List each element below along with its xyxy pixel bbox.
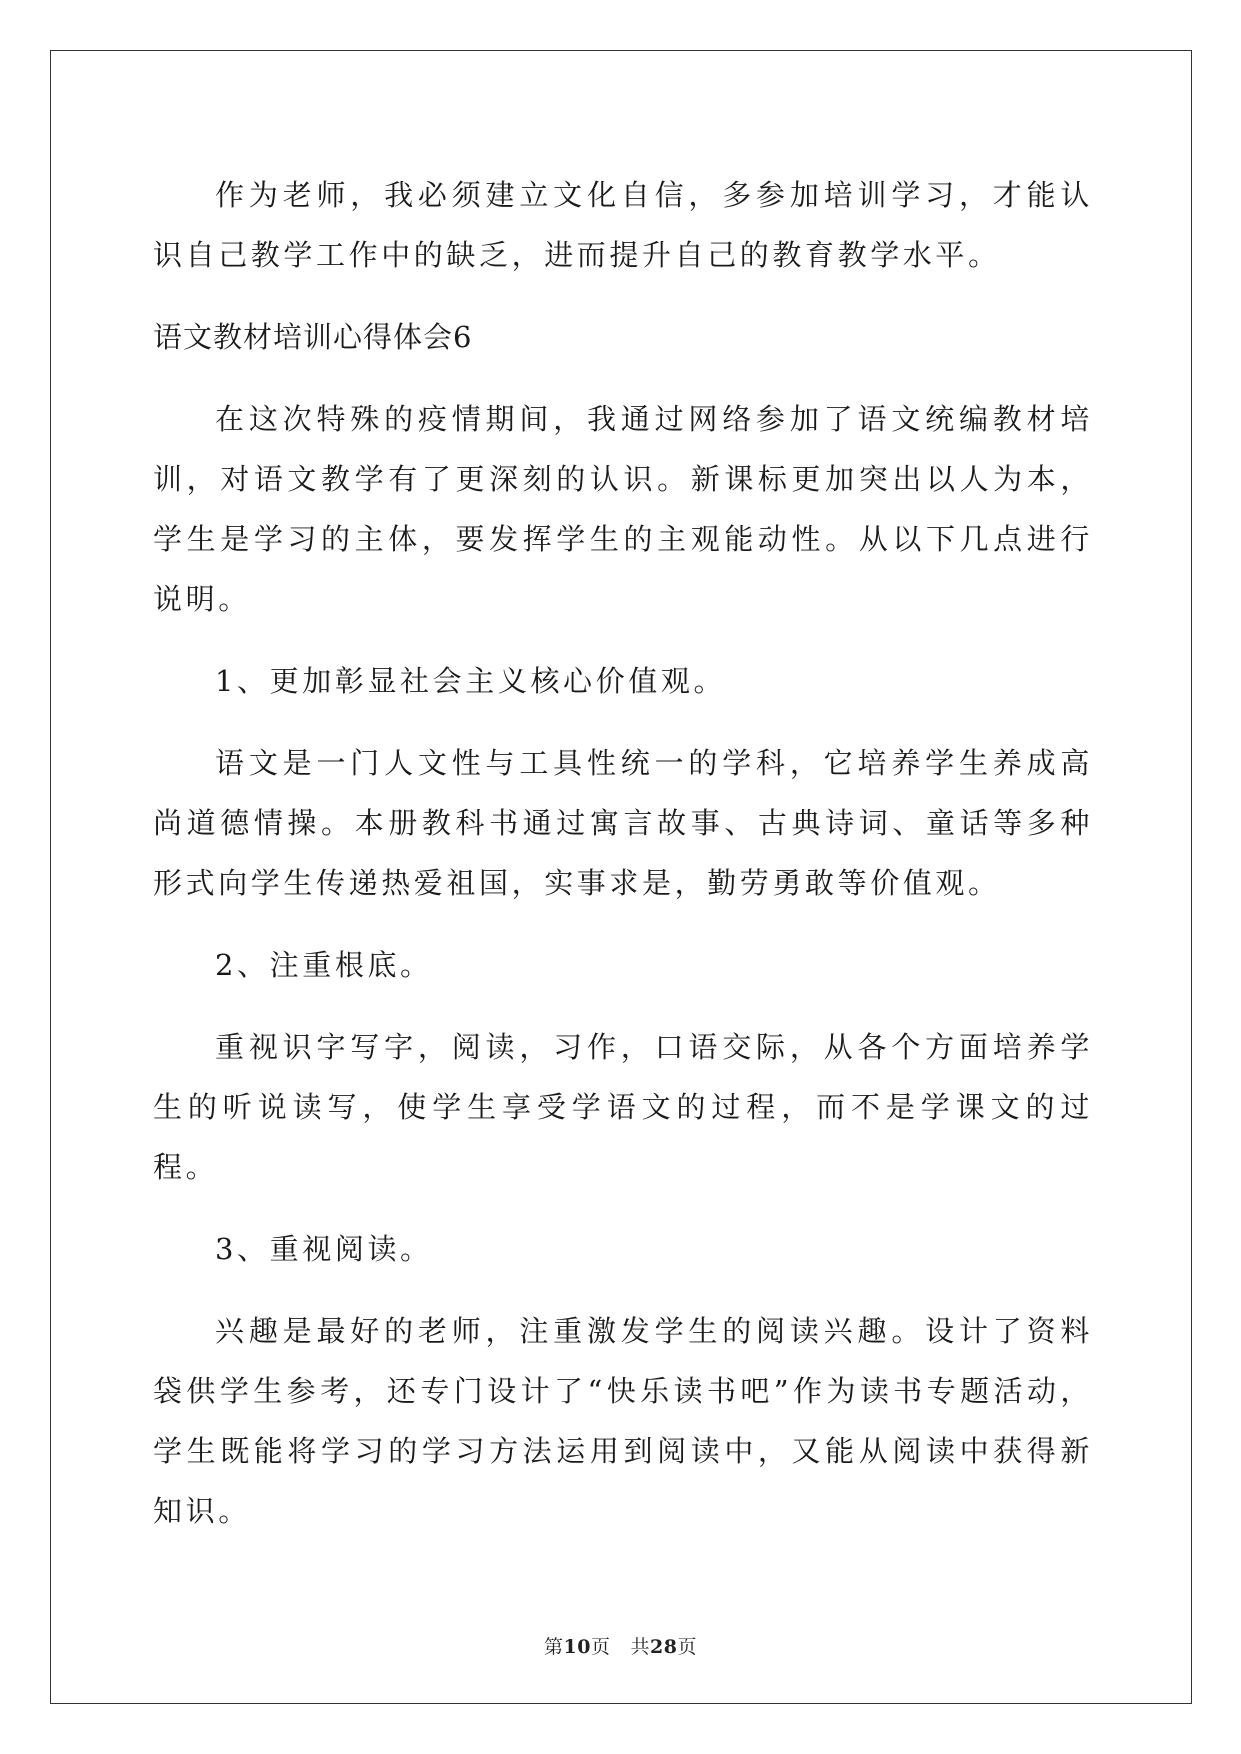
page-prefix: 第 bbox=[544, 1636, 564, 1658]
list-point-heading: 1、更加彰显社会主义核心价值观。 bbox=[215, 664, 727, 698]
section-heading: 语文教材培训心得体会6 bbox=[153, 320, 473, 354]
paragraph: 重视识字写字，阅读，习作，口语交际，从各个方面培养学生的听说读写，使学生享受学语文的过程，而不是学课文的过程。 bbox=[153, 1030, 1093, 1184]
list-point-heading: 3、重视阅读。 bbox=[215, 1232, 433, 1266]
total-prefix: 共 bbox=[630, 1636, 651, 1658]
paragraph: 作为老师，我必须建立文化自信，多参加培训学习，才能认识自己教学工作中的缺乏，进而提升自己的教育教学水平。 bbox=[153, 178, 1093, 272]
list-point-heading: 2、注重根底。 bbox=[215, 948, 433, 982]
total-suffix: 页 bbox=[677, 1636, 697, 1658]
page-suffix: 页 bbox=[590, 1636, 611, 1658]
paragraph: 语文是一门人文性与工具性统一的学科，它培养学生养成高尚道德情操。本册教科书通过寓言故事、古典诗词、童话等多种形式向学生传递热爱祖国，实事求是，勤劳勇敢等价值观。 bbox=[153, 746, 1093, 900]
page-number-footer bbox=[0, 1632, 1241, 1659]
document-body bbox=[153, 165, 1093, 1563]
current-page-number: 10 bbox=[563, 1636, 591, 1658]
paragraph: 在这次特殊的疫情期间，我通过网络参加了语文统编教材培训，对语文教学有了更深刻的认识。新课标更加突出以人为本，学生是学习的主体，要发挥学生的主观能动性。从以下几点进行说明。 bbox=[153, 402, 1093, 616]
total-page-number: 28 bbox=[650, 1636, 678, 1658]
paragraph: 兴趣是最好的老师，注重激发学生的阅读兴趣。设计了资料袋供学生参考，还专门设计了“快乐读书吧”作为读书专题活动，学生既能将学习的学习方法运用到阅读中，又能从阅读中获得新知识。 bbox=[153, 1314, 1093, 1528]
